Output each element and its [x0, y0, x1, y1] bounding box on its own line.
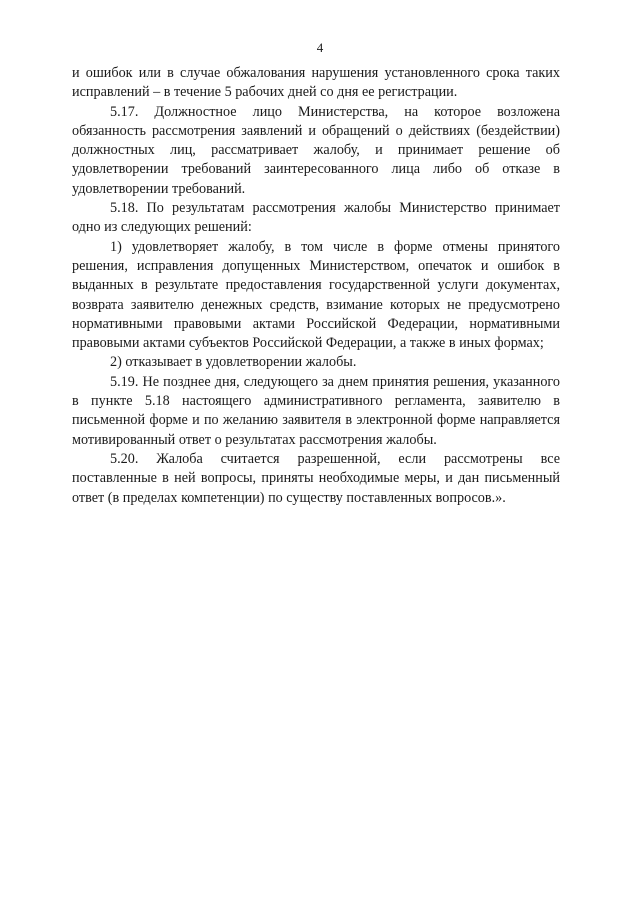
paragraph-5-19: 5.19. Не позднее дня, следующего за днем принятия решения, указанного в пункте 5.18 настоящего административного регламента, заявителю в письменной форме и по желанию заявителя в электронной форме направляется мотивированный ответ о результатах рассмотрения жалобы. — [72, 373, 560, 448]
paragraph-5-18: 5.18. По результатам рассмотрения жалобы Министерство принимает одно из следующих решений: — [72, 200, 560, 236]
paragraph-5-17: 5.17. Должностное лицо Министерства, на которое возложена обязанность рассмотрения заявлений и обращений о действиях (бездействии) должностных лиц, рассматривает жалобу, и принимает решение об удовлетворении требований заинтересованного лица либо об отказе в удовлетворении требований. — [72, 103, 560, 197]
document-body — [72, 64, 560, 508]
paragraph-5-18-item-1: 1) удовлетворяет жалобу, в том числе в форме отмены принятого решения, исправления допущенных Министерством, опечаток и ошибок в выданных в результате предоставления государственной услуги документах, возврата заявителю денежных средств, взимание которых не предусмотрено нормативными правовыми актами Российской Федерации, нормативными правовыми актами субъектов Российской Федерации, а также в иных формах; — [72, 238, 560, 352]
page-number: 4 — [316, 40, 324, 55]
paragraph-5-20: 5.20. Жалоба считается разрешенной, если рассмотрены все поставленные в ней вопросы, приняты необходимые меры, и дан письменный ответ (в пределах компетенции) по существу поставленных вопросов.». — [72, 450, 560, 506]
paragraph-continuation: и ошибок или в случае обжалования нарушения установленного срока таких исправлений – в течение 5 рабочих дней со дня ее регистрации. — [72, 65, 560, 101]
paragraph-5-18-item-2: 2) отказывает в удовлетворении жалобы. — [110, 354, 357, 371]
